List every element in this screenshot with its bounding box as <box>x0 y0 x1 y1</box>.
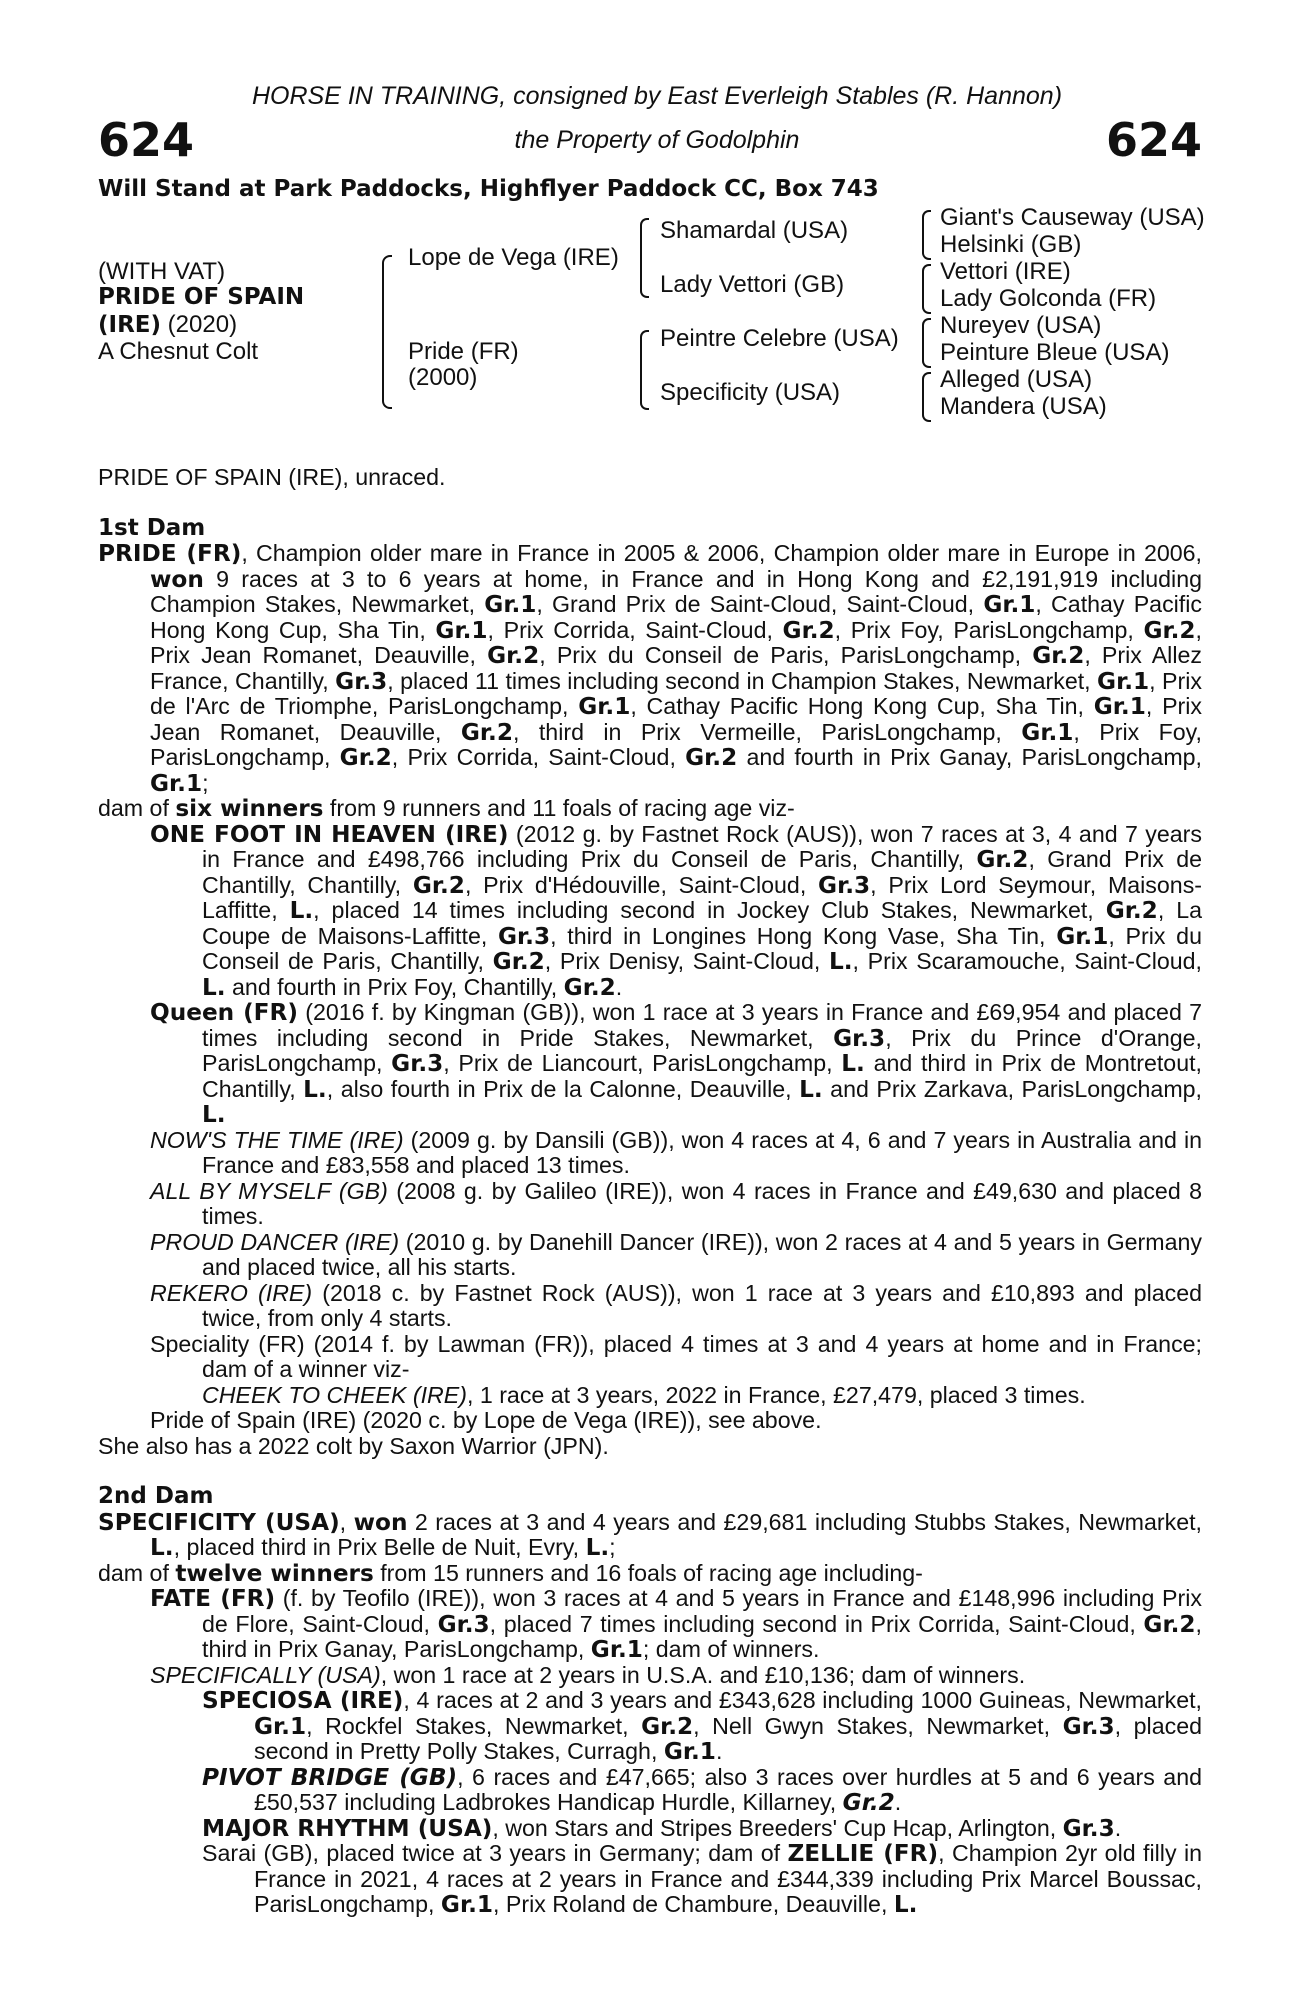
produce-sarai: Sarai (GB), placed twice at 3 years in Germany; dam of ZELLIE (FR), Champion 2yr old filly in France in 2021, 4 races at 2 years in France and £344,339 including Prix Marcel Boussac, ParisLongchamp, Gr.1, Prix Roland de Chambure, Deauville, L. <box>202 1840 1202 1918</box>
sire: Lope de Vega (IRE) <box>408 244 619 271</box>
sire-dam: Lady Vettori (GB) <box>660 271 845 298</box>
dd-brace <box>922 372 931 422</box>
produce-nows-the-time: NOW'S THE TIME (IRE) (2009 g. by Dansili (GB)), won 4 races at 4, 6 and 7 years in Australia and in France and £83,558 and placed 13 times. <box>150 1126 1202 1178</box>
produce-speciosa: SPECIOSA (IRE), 4 races at 2 and 3 years and £343,628 including 1000 Guineas, Newmarket, Gr.1, Rockfel Stakes, Newmarket, Gr.2, Nell Gwyn Stakes, Newmarket, Gr.3, placed second in Pretty Polly Stakes, Curragh, Gr.1. <box>202 1687 1202 1765</box>
dds: Alleged (USA) <box>940 366 1093 393</box>
dam: Pride (FR) <box>408 338 519 365</box>
produce-speciality: Speciality (FR) (2014 f. by Lawman (FR)), placed 4 times at 3 and 4 years at home and in France; dam of a winner viz- <box>150 1330 1202 1382</box>
first-dam-heading: 1st Dam <box>98 514 206 541</box>
horse-year: (2020) <box>161 311 238 338</box>
dam-brace <box>640 330 649 410</box>
lot-number-left: 624 <box>98 113 195 167</box>
produce-major-rhythm: MAJOR RHYTHM (USA), won Stars and Stripes Breeders' Cup Hcap, Arlington, Gr.3. <box>202 1814 1122 1842</box>
sds: Vettori (IRE) <box>940 258 1071 285</box>
first-dam-produce-summary: dam of six winners from 9 runners and 11 foals of racing age viz- <box>98 795 795 822</box>
second-dam-heading: 2nd Dam <box>98 1483 214 1509</box>
lot-number-right: 624 <box>1105 113 1202 167</box>
dss: Nureyev (USA) <box>940 312 1102 339</box>
produce-all-by-myself: ALL BY MYSELF (GB) (2008 g. by Galileo (IRE)), won 4 races in France and £49,630 and placed 8 times. <box>150 1177 1203 1229</box>
produce-pivot-bridge: PIVOT BRIDGE (GB), 6 races and £47,665; also 3 races over hurdles at 5 and 6 years and £50,537 including Ladbrokes Handicap Hurdle, Killarney, Gr.2. <box>202 1763 1202 1816</box>
produce-proud-dancer: PROUD DANCER (IRE) (2010 g. by Danehill Dancer (IRE)), won 2 races at 4 and 5 years in Germany and placed twice, all his starts. <box>150 1228 1202 1280</box>
produce-one-foot-in-heaven: ONE FOOT IN HEAVEN (IRE) (2012 g. by Fastnet Rock (AUS)), won 7 races at 3, 4 and 7 years in France and £498,766 including Prix du Conseil de Paris, Chantilly, Gr.2, Grand Prix de Chantilly, Chantilly, Gr.2, Prix d'Hédouville, Saint-Cloud, Gr.3, Prix Lord Seymour, Maisons-Laffitte, L., placed 14 times including second in Jockey Club Stakes, Newmarket, Gr.2, La Coupe de Maisons-Laffitte, Gr.3, third in Longines Hong Kong Vase, Sha Tin, Gr.1, Prix du Conseil de Paris, Chantilly, Gr.2, Prix Denisy, Saint-Cloud, L., Prix Scaramouche, Saint-Cloud, L. and fourth in Prix Foy, Chantilly, Gr.2. <box>150 820 1203 1001</box>
horse-description: A Chesnut Colt <box>98 338 259 365</box>
dam-year: (2000) <box>408 364 478 391</box>
catalogue-text <box>98 465 1202 1918</box>
ddd: Mandera (USA) <box>940 393 1107 420</box>
produce-cheek-to-cheek: CHEEK TO CHEEK (IRE), 1 race at 3 years, 2022 in France, £27,479, placed 3 times. <box>202 1381 1086 1408</box>
first-dam-also-has: She also has a 2022 colt by Saxon Warrior (JPN). <box>98 1432 609 1459</box>
horse-name: PRIDE OF SPAIN <box>98 284 305 310</box>
ss-brace <box>922 210 931 260</box>
produce-specifically: SPECIFICALLY (USA), won 1 race at 2 years in U.S.A. and £10,136; dam of winners. <box>150 1661 1026 1688</box>
vat-note: (WITH VAT) <box>98 258 226 285</box>
produce-rekero: REKERO (IRE) (2018 c. by Fastnet Rock (AUS)), won 1 race at 3 years and £10,893 and placed twice, from only 4 starts. <box>150 1279 1202 1331</box>
produce-queen: Queen (FR) (2016 f. by Kingman (GB)), won 1 race at 3 years in France and £69,954 and placed 7 times including second in Pride Stakes, Newmarket, Gr.3, Prix du Prince d'Orange, ParisLongchamp, Gr.3, Prix de Liancourt, ParisLongchamp, L. and third in Prix de Montretout, Chantilly, L., also fourth in Prix de la Calonne, Deauville, L. and Prix Zarkava, ParisLongchamp, L. <box>150 999 1202 1128</box>
race-record: PRIDE OF SPAIN (IRE), unraced. <box>98 464 446 490</box>
sss: Giant's Causeway (USA) <box>940 204 1205 231</box>
produce-fate: FATE (FR) (f. by Teofilo (IRE)), won 3 races at 4 and 5 years in France and £148,996 including Prix de Flore, Saint-Cloud, Gr.3, placed 7 times including second in Prix Corrida, Saint-Cloud, Gr.2, third in Prix Ganay, ParisLongchamp, Gr.1; dam of winners. <box>150 1585 1202 1663</box>
sire-brace <box>640 218 649 298</box>
dam-sire: Peintre Celebre (USA) <box>660 325 899 352</box>
sd-brace <box>922 264 931 314</box>
sire-sire: Shamardal (USA) <box>660 217 849 244</box>
sdd: Lady Golconda (FR) <box>940 285 1157 312</box>
second-dam-paragraph: SPECIFICITY (USA), won 2 races at 3 and 4 years and £29,681 including Stubbs Stakes, Newmarket, L., placed third in Prix Belle de Nuit, Evry, L.; <box>98 1508 1202 1561</box>
ssd: Helsinki (GB) <box>940 231 1082 258</box>
produce-pride-of-spain: Pride of Spain (IRE) (2020 c. by Lope de Vega (IRE)), see above. <box>150 1407 822 1433</box>
ds-brace <box>922 318 931 368</box>
sire-dam-brace <box>382 255 392 409</box>
first-dam-paragraph: PRIDE (FR), Champion older mare in France in 2005 & 2006, Champion older mare in Europe in 2006, won 9 races at 3 to 6 years at home, in France and in Hong Kong and £2,191,919 including Champion Stakes, Newmarket, Gr.1, Grand Prix de Saint-Cloud, Saint-Cloud, Gr.1, Cathay Pacific Hong Kong Cup, Sha Tin, Gr.1, Prix Corrida, Saint-Cloud, Gr.2, Prix Foy, ParisLongchamp, Gr.2, Prix Jean Romanet, Deauville, Gr.2, Prix du Conseil de Paris, ParisLongchamp, Gr.2, Prix Allez France, Chantilly, Gr.3, placed 11 times including second in Champion Stakes, Newmarket, Gr.1, Prix de l'Arc de Triomphe, ParisLongchamp, Gr.1, Cathay Pacific Hong Kong Cup, Sha Tin, Gr.1, Prix Jean Romanet, Deauville, Gr.2, third in Prix Vermeille, ParisLongchamp, Gr.1, Prix Foy, ParisLongchamp, Gr.2, Prix Corrida, Saint-Cloud, Gr.2 and fourth in Prix Ganay, ParisLongchamp, Gr.1; <box>98 540 1202 797</box>
stand-location: Will Stand at Park Paddocks, Highflyer Paddock CC, Box 743 <box>98 176 879 202</box>
consignor-line: HORSE IN TRAINING, consigned by East Everleigh Stables (R. Hannon) <box>251 82 1063 110</box>
dam-dam: Specificity (USA) <box>660 379 841 406</box>
second-dam-produce-summary: dam of twelve winners from 15 runners and 16 foals of racing age including- <box>98 1559 923 1587</box>
horse-name-country <box>98 311 237 339</box>
property-line: the Property of Godolphin <box>514 126 800 154</box>
dsd: Peinture Bleue (USA) <box>940 339 1170 366</box>
horse-country: (IRE) <box>98 312 162 338</box>
